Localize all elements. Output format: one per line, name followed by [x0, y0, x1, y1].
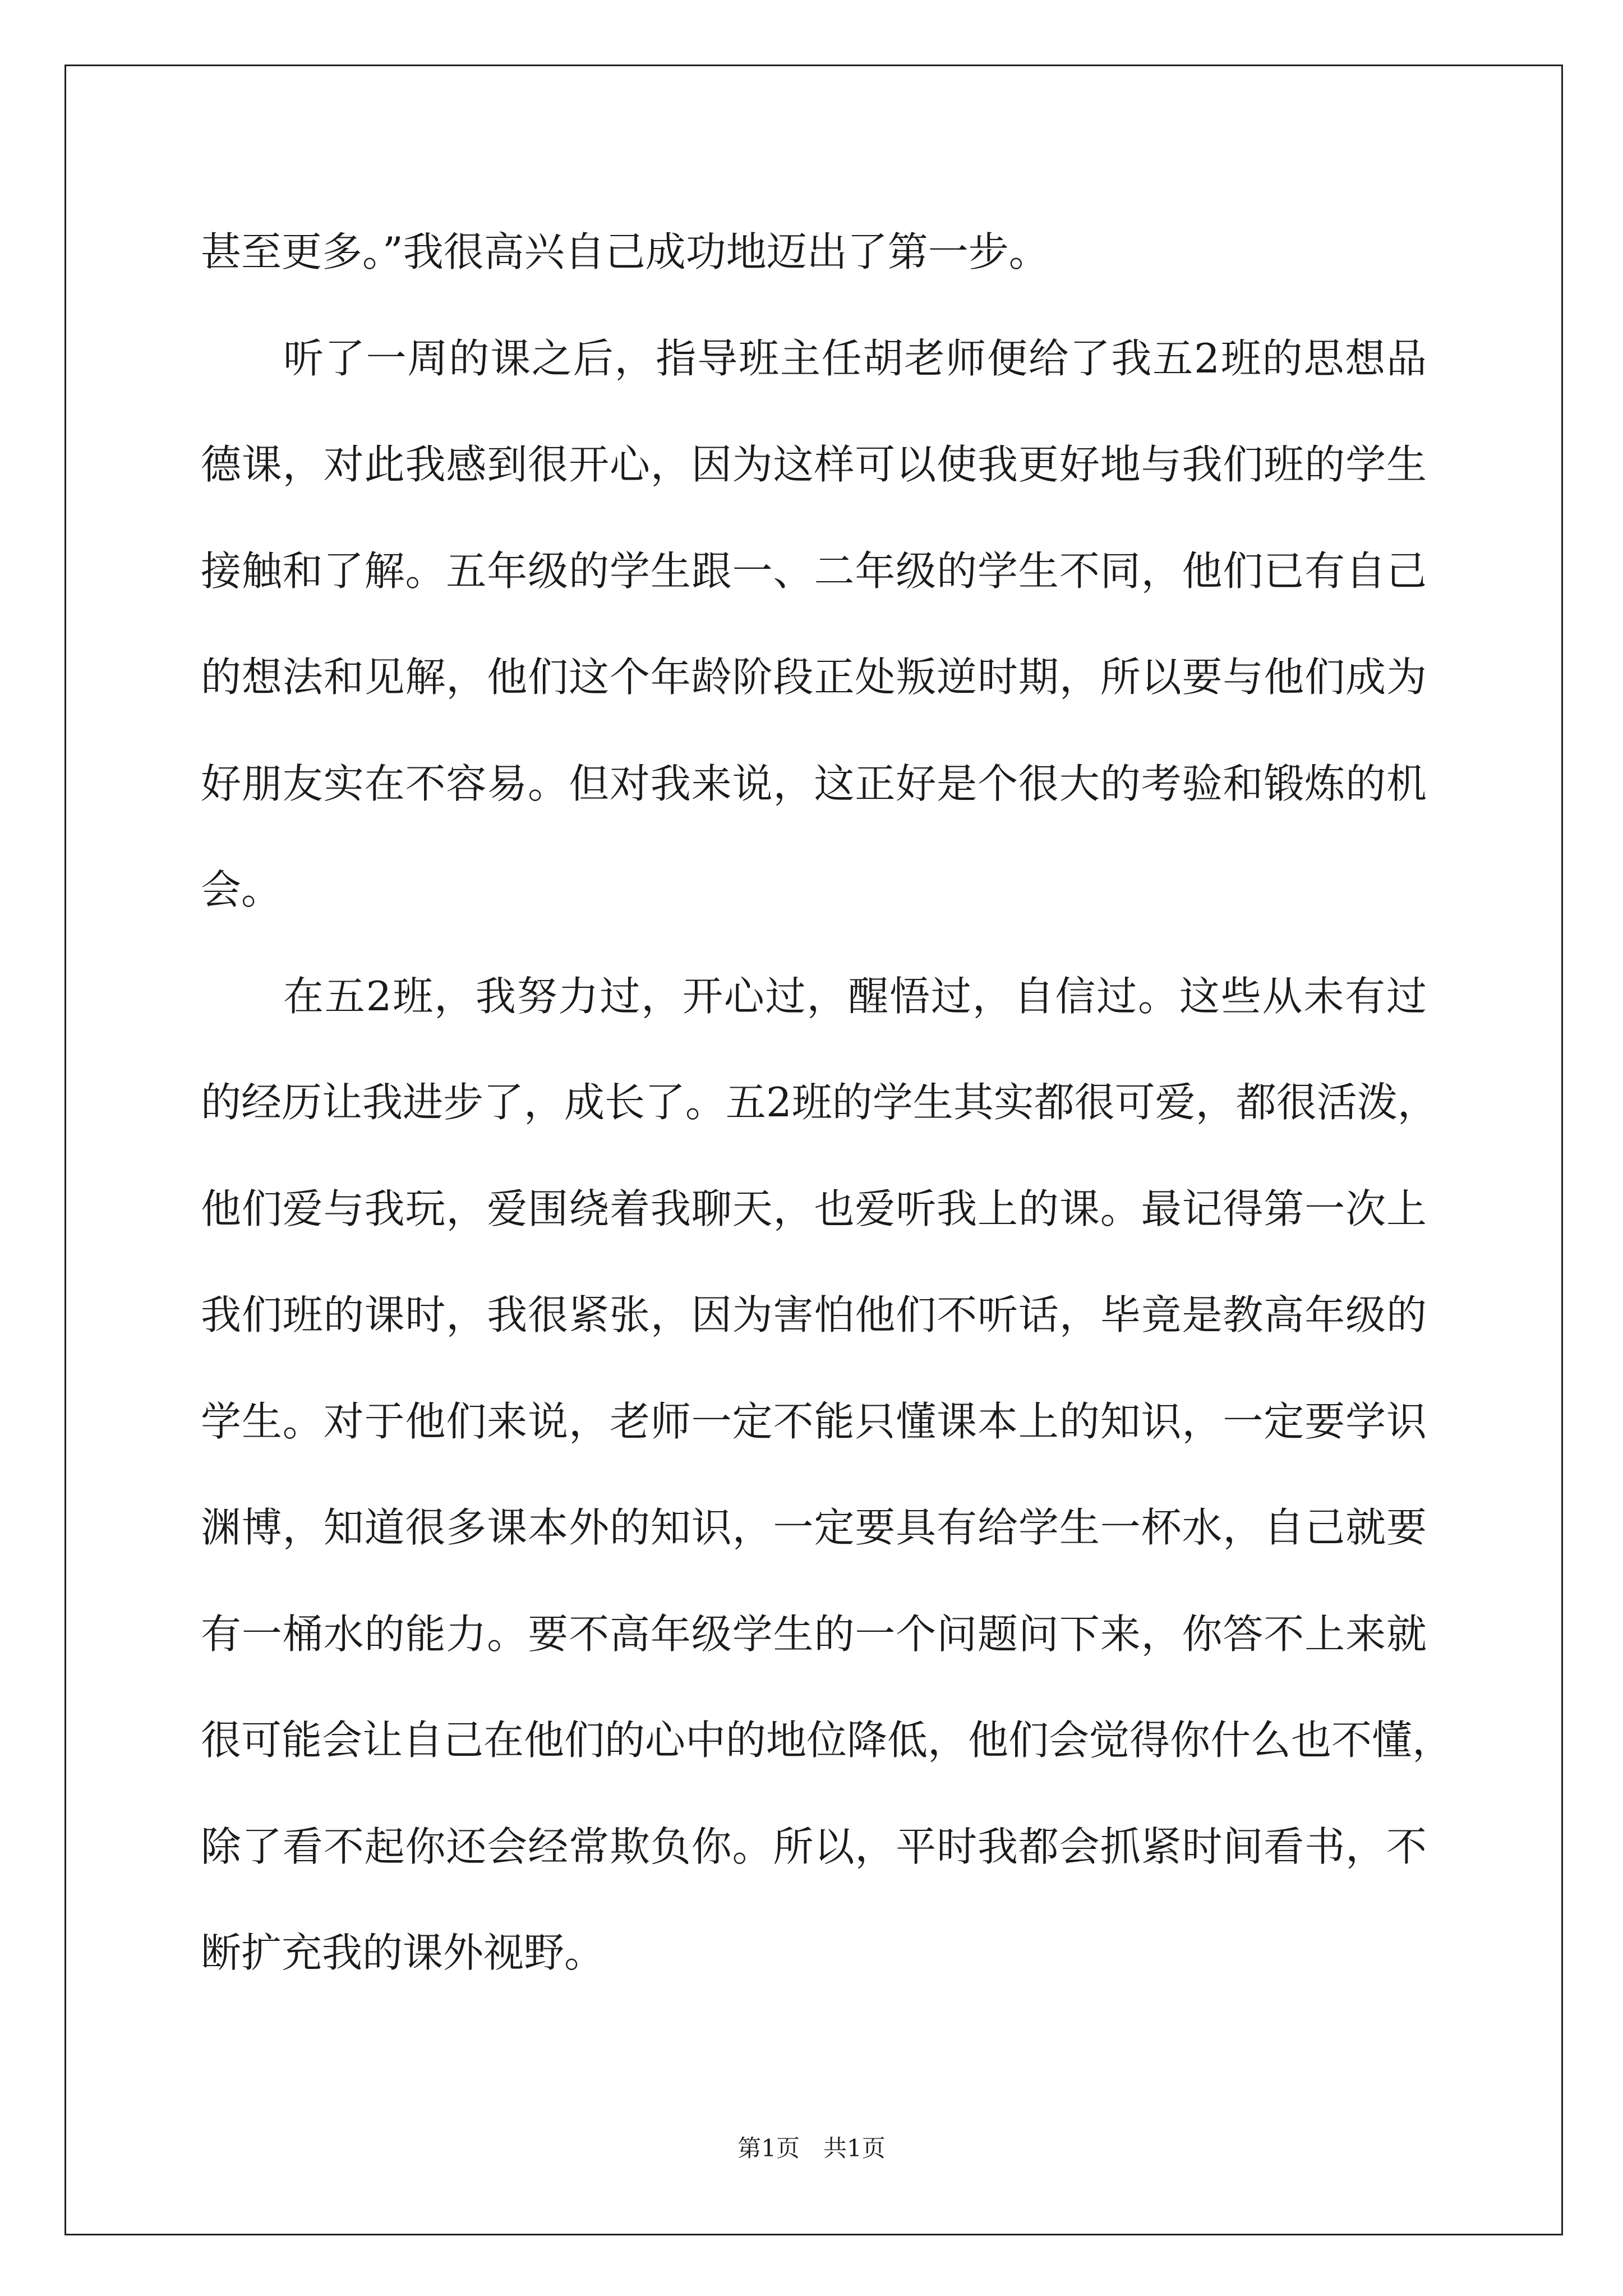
paragraph — [201, 944, 1453, 2007]
text-line: 除了看不起你还会经常欺负你。所以，平时我都会抓紧时间看书，不 — [201, 1823, 1427, 1870]
text-line: 学生。对于他们来说，老师一定不能只懂课本上的知识，一定要学识 — [201, 1397, 1427, 1445]
text-line: 的经历让我进步了，成长了。五2班的学生其实都很可爱，都很活泼， — [201, 1079, 1438, 1126]
text-line: 有一桶水的能力。要不高年级学生的一个问题问下来，你答不上来就 — [201, 1610, 1427, 1658]
page-footer: 第1页 共1页 — [737, 2134, 886, 2162]
text-line: 甚至更多。”我很高兴自己成功地迈出了第一步。 — [201, 228, 1049, 275]
text-line: 渊博，知道很多课本外的知识，一定要具有给学生一杯水，自己就要 — [201, 1504, 1427, 1551]
text-line: 好朋友实在不容易。但对我来说，这正好是个很大的考验和锻炼的机 — [201, 760, 1427, 807]
document-body — [201, 199, 1453, 2007]
text-line: 的想法和见解，他们这个年龄阶段正处叛逆时期，所以要与他们成为 — [201, 654, 1427, 701]
paragraph — [201, 306, 1427, 944]
text-line: 接触和了解。五年级的学生跟一、二年级的学生不同，他们已有自己 — [201, 547, 1427, 595]
text-line: 德课，对此我感到很开心，因为这样可以使我更好地与我们班的学生 — [201, 441, 1427, 488]
text-line: 很可能会让自己在他们的心中的地位降低，他们会觉得你什么也不懂， — [201, 1717, 1453, 1764]
text-line: 我们班的课时，我很紧张，因为害怕他们不听话，毕竟是教高年级的 — [201, 1291, 1427, 1338]
text-line: 在五2班，我努力过，开心过，醒悟过，自信过。这些从未有过 — [283, 972, 1427, 1020]
text-line: 听了一周的课之后，指导班主任胡老师便给了我五2班的思想品 — [283, 334, 1427, 382]
text-line: 断扩充我的课外视野。 — [201, 1929, 605, 1976]
paragraph — [201, 199, 1427, 306]
text-line: 会。 — [201, 866, 282, 913]
text-line: 他们爱与我玩，爱围绕着我聊天，也爱听我上的课。最记得第一次上 — [201, 1185, 1427, 1232]
